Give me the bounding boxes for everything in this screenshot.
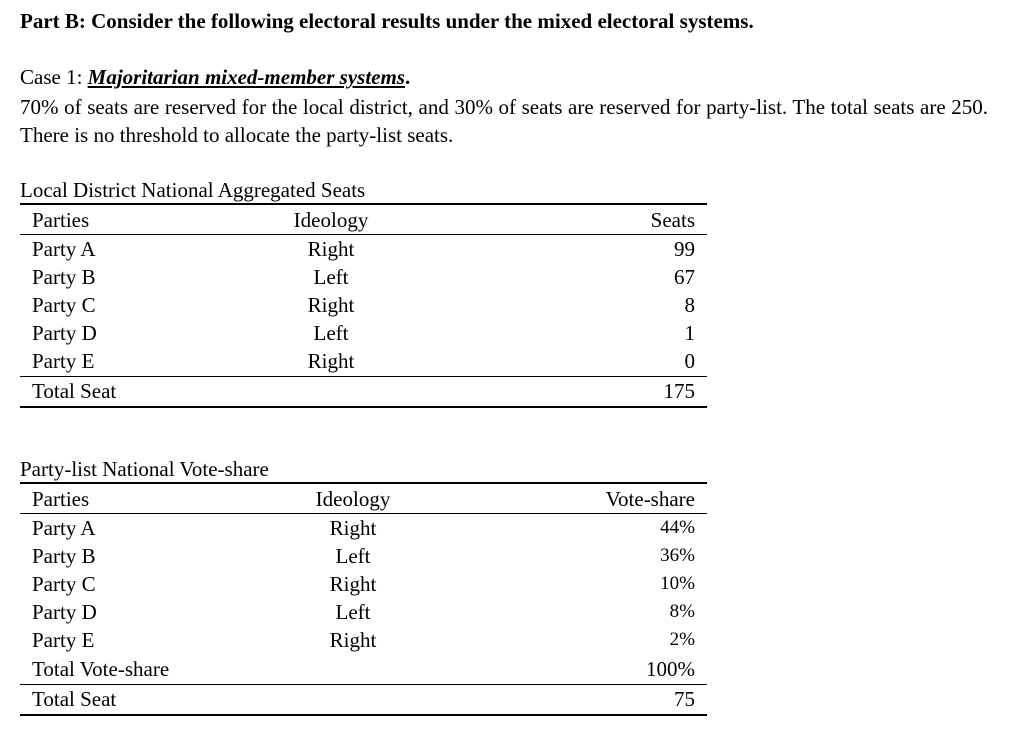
- table-row: [20, 235, 707, 263]
- table2-top-rule: [20, 482, 707, 484]
- party-name: Party D: [32, 321, 97, 345]
- table1-header-ideology: Ideology: [293, 208, 369, 232]
- table-row: [20, 347, 707, 375]
- total-vote-share-label: Total Vote-share: [32, 657, 170, 681]
- table-row: [20, 291, 707, 319]
- table2-total-vote-row: [20, 655, 707, 683]
- table2-bottom-rule: [20, 714, 707, 716]
- party-seats: 1: [684, 321, 695, 345]
- case-title: [20, 64, 410, 90]
- table2-header-parties: Parties: [32, 487, 90, 511]
- table2-caption: Party-list National Vote-share: [20, 457, 269, 481]
- table-row: [20, 514, 707, 542]
- party-name: Party C: [32, 293, 96, 317]
- party-ideology: Left: [313, 265, 349, 289]
- table-row: [20, 263, 707, 291]
- table-row: [20, 319, 707, 347]
- party-name: Party A: [32, 237, 96, 261]
- case-name: Majoritarian mixed-member systems: [87, 65, 405, 89]
- table2-total-seat-row: [20, 685, 707, 713]
- party-ideology: Left: [335, 544, 371, 568]
- party-ideology: Right: [307, 237, 355, 261]
- table-row: [20, 542, 707, 570]
- party-ideology: Right: [307, 293, 355, 317]
- party-vote-share: 10%: [660, 573, 695, 594]
- party-seats: 8: [684, 293, 695, 317]
- party-vote-share: 44%: [660, 517, 695, 538]
- party-ideology: Left: [313, 321, 349, 345]
- party-vote-share: 8%: [669, 601, 695, 622]
- party-name: Party D: [32, 600, 97, 624]
- party-seats: 99: [674, 237, 695, 261]
- party-name: Party A: [32, 516, 96, 540]
- table-row: [20, 570, 707, 598]
- party-ideology: Right: [329, 628, 377, 652]
- party-ideology: Right: [329, 516, 377, 540]
- party-name: Party C: [32, 572, 96, 596]
- party-seats: 0: [684, 349, 695, 373]
- total-seat-value: 175: [663, 379, 695, 403]
- case-period: .: [404, 65, 411, 89]
- party-name: Party B: [32, 544, 96, 568]
- party-name: Party E: [32, 628, 95, 652]
- total-seat-label: Total Seat: [32, 687, 117, 711]
- party-name: Party B: [32, 265, 96, 289]
- page-heading: Part B: Consider the following electoral results under the mixed electoral systems.: [20, 9, 754, 33]
- total-seat-value: 75: [674, 687, 695, 711]
- table-row: [20, 598, 707, 626]
- table2-header-row: [20, 485, 707, 513]
- party-vote-share: 36%: [660, 545, 695, 566]
- party-ideology: Left: [335, 600, 371, 624]
- case-description: 70% of seats are reserved for the local district, and 30% of seats are reserved for party-list. The total seats are 250. There is no threshold to allocate the party-list seats.: [20, 95, 988, 147]
- party-ideology: Right: [329, 572, 377, 596]
- party-name: Party E: [32, 349, 95, 373]
- table-row: [20, 626, 707, 654]
- table1-caption: Local District National Aggregated Seats: [20, 178, 366, 202]
- table1-bottom-rule: [20, 406, 707, 408]
- table2-header-vote-share: Vote-share: [605, 487, 695, 511]
- total-seat-label: Total Seat: [32, 379, 117, 403]
- table1-header-row: [20, 206, 707, 234]
- total-vote-share-value: 100%: [646, 657, 695, 681]
- table1-top-rule: [20, 203, 707, 205]
- table2-header-ideology: Ideology: [315, 487, 391, 511]
- table1-header-parties: Parties: [32, 208, 90, 232]
- table1-header-seats: Seats: [650, 208, 695, 232]
- party-vote-share: 2%: [669, 629, 695, 650]
- case-label: Case 1:: [20, 65, 88, 89]
- party-seats: 67: [674, 265, 695, 289]
- table1-total-row: [20, 377, 707, 405]
- party-ideology: Right: [307, 349, 355, 373]
